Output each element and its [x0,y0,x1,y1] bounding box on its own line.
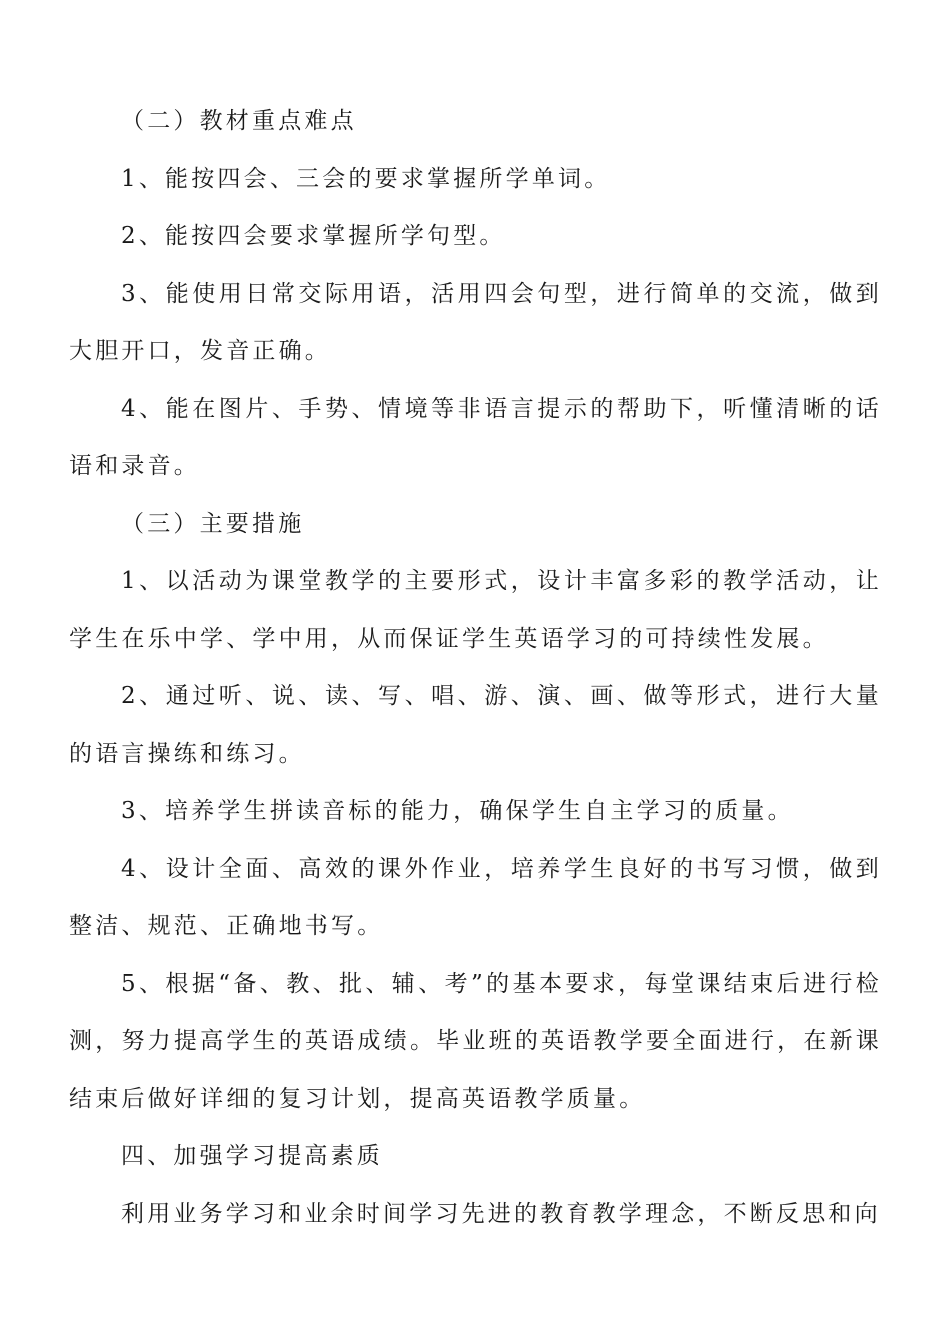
paragraph: 4、能在图片、手势、情境等非语言提示的帮助下，听懂清晰的话语和录音。 [69,395,882,479]
section-heading: 四、加强学习提高素质 [121,1143,383,1169]
paragraph: 利用业务学习和业余时间学习先进的教育教学理念，不断反思和向 [121,1200,881,1227]
paragraph: 1、以活动为课堂教学的主要形式，设计丰富多彩的教学活动，让学生在乐中学、学中用，从而保证学生英语学习的可持续性发展。 [69,568,882,652]
section-heading: （二）教材重点难点 [121,108,357,134]
paragraph: 2、能按四会要求掌握所学句型。 [121,223,506,249]
paragraph: 4、设计全面、高效的课外作业，培养学生良好的书写习惯，做到整洁、规范、正确地书写。 [69,855,882,939]
paragraph: 1、能按四会、三会的要求掌握所学单词。 [121,165,611,192]
paragraph: 2、通过听、说、读、写、唱、游、演、画、做等形式，进行大量的语言操练和练习。 [69,683,882,767]
section-heading: （三）主要措施 [121,510,305,537]
paragraph: 5、根据“备、教、批、辅、考”的基本要求，每堂课结束后进行检测，努力提高学生的英语成绩。毕业班的英语教学要全面进行，在新课结束后做好详细的复习计划，提高英语教学质量。 [69,970,882,1112]
document-body [69,93,882,1243]
paragraph: 3、能使用日常交际用语，活用四会句型，进行简单的交流，做到大胆开口，发音正确。 [69,280,882,364]
paragraph: 3、培养学生拼读音标的能力，确保学生自主学习的质量。 [121,798,794,824]
